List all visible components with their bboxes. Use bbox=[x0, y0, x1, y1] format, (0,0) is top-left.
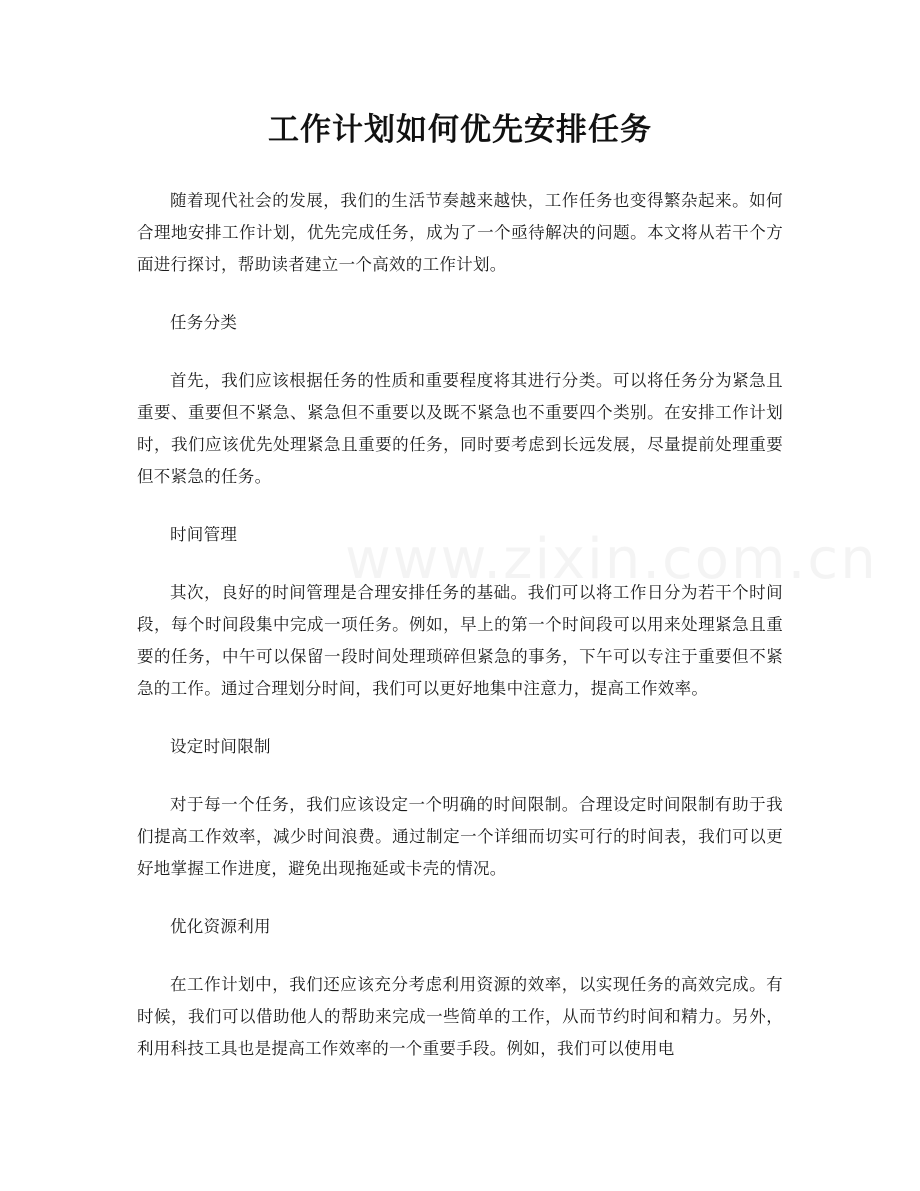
paragraph-intro: 随着现代社会的发展，我们的生活节奏越来越快，工作任务也变得繁杂起来。如何合理地安排工作计划，优先完成任务，成为了一个亟待解决的问题。本文将从若干个方面进行探讨，帮助读者建立一个高效的工作计划。 bbox=[137, 191, 783, 274]
paragraph-resource-optimization: 在工作计划中，我们还应该充分考虑利用资源的效率，以实现任务的高效完成。有时候，我们可以借助他人的帮助来完成一些简单的工作，从而节约时间和精力。另外，利用科技工具也是提高工作效率的一个重要手段。例如，我们可以使用电 bbox=[137, 975, 783, 1058]
section-heading-resource-optimization: 优化资源利用 bbox=[170, 917, 271, 936]
document-title: 工作计划如何优先安排任务 bbox=[268, 112, 652, 148]
section-heading-time-management: 时间管理 bbox=[170, 525, 238, 544]
paragraph-time-management: 其次，良好的时间管理是合理安排任务的基础。我们可以将工作日分为若干个时间段，每个时间段集中完成一项任务。例如，早上的第一个时间段可以用来处理紧急且重要的任务，中午可以保留一段时间处理琐碎但紧急的事务，下午可以专注于重要但不紧急的工作。通过合理划分时间，我们可以更好地集中注意力，提高工作效率。 bbox=[137, 583, 783, 698]
section-heading-task-classification: 任务分类 bbox=[170, 313, 238, 332]
paragraph-time-limits: 对于每一个任务，我们应该设定一个明确的时间限制。合理设定时间限制有助于我们提高工作效率，减少时间浪费。通过制定一个详细而切实可行的时间表，我们可以更好地掌握工作进度，避免出现拖延或卡壳的情况。 bbox=[137, 795, 783, 878]
paragraph-task-classification: 首先，我们应该根据任务的性质和重要程度将其进行分类。可以将任务分为紧急且重要、重要但不紧急、紧急但不重要以及既不紧急也不重要四个类别。在安排工作计划时，我们应该优先处理紧急且重要的任务，同时要考虑到长远发展，尽量提前处理重要但不紧急的任务。 bbox=[137, 371, 783, 486]
section-heading-time-limits: 设定时间限制 bbox=[170, 737, 271, 756]
document-body bbox=[137, 185, 783, 1091]
